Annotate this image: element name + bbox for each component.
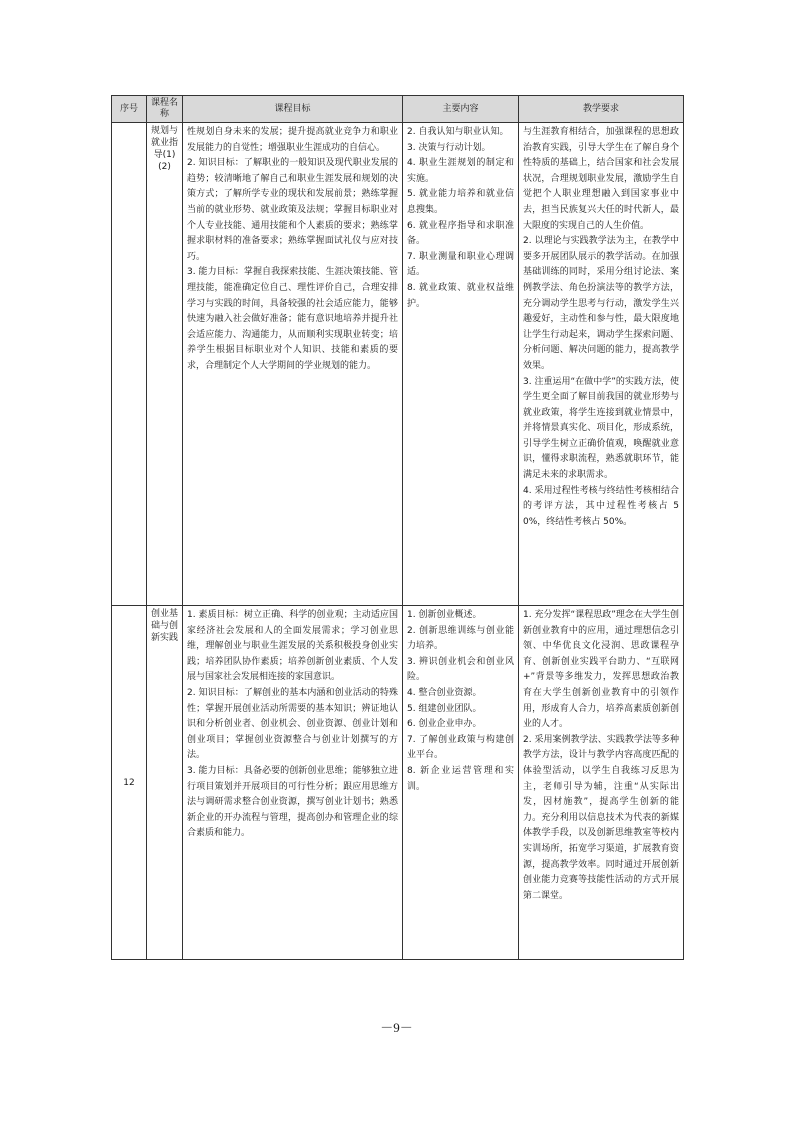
course-goals-cell <box>183 123 403 606</box>
content-item: 8. 就业政策、就业权益维护。 <box>407 282 514 309</box>
goal-paragraph: 2. 知识目标：了解创业的基本内涵和创业活动的特殊性；掌握开展创业活动所需要的基本知识；辨证地认识和分析创业者、创业机会、创业资源、创业计划和创业项目；掌握创业资源整合与创业计划撰写的方法。 <box>187 687 398 761</box>
course-name-cell <box>147 606 183 960</box>
content-item: 8. 新企业运营管理和实训。 <box>407 765 514 792</box>
course-goals-cell <box>183 606 403 960</box>
course-name-cell <box>147 123 183 606</box>
course-name: 规划与就业指导(1)(2) <box>150 126 178 172</box>
table-row <box>112 123 684 606</box>
main-content-cell <box>403 606 519 960</box>
main-content-cell <box>403 123 519 606</box>
course-name: 创业基础与创新实践 <box>150 609 178 643</box>
table-header-row <box>112 96 684 123</box>
requirement-paragraph: 3. 注重运用“在做中学”的实践方法，使学生更全面了解目前我国的就业形势与就业政策，将学生连接到就业情景中，并将情景真实化、项目化，形成系统，引导学生树立正确价值观，唤醒就业意识，懂得求职流程，熟悉就职环节，能满足未来的求职需求。 <box>523 376 679 481</box>
requirement-paragraph: 2. 采用案例教学法、实践教学法等多种教学方法，设计与教学内容高度匹配的体验型活动，以学生自我练习反思为主，老师引导为辅，注重“从实际出发，因材施教”，提高学生创新的能力。充分利用以信息技术为代表的新媒体教学手段，以及创新思维教室等校内实训场所，拓宽学习渠道，扩展教育资源，提高教学效率。同时通过开展创新创业能力竞赛等技能性活动的方式开展第二课堂。 <box>523 734 679 901</box>
header-main-content: 主要内容 <box>403 96 519 123</box>
requirement-paragraph: 与生涯教育相结合，加强课程的思想政治教育实践，引导大学生在了解自身个性特质的基础上，结合国家和社会发展状况，合理规划职业发展，激励学生自觉把个人职业理想融入到国家事业中去，担当民族复兴大任的时代新人，最大限度的实现自己的人生价值。 <box>523 127 679 231</box>
goal-paragraph: 3. 能力目标：掌握自我探索技能、生涯决策技能、管理技能，能准确定位自己、理性评价自己，合理安排学习与实践的时间，具备较强的社会适应能力，能够快速为融入社会做好准备；能有意识地培养并提升社会适应能力、沟通能力，从而顺利实现职业转变；培养学生根据目标职业对个人知识、技能和素质的要求，合理制定个人大学期间的学业规划的能力。 <box>187 267 398 371</box>
content-item: 1. 创新创业概述。 <box>407 610 482 620</box>
header-index: 序号 <box>112 96 147 123</box>
requirement-paragraph: 4. 采用过程性考核与终结性考核相结合的考评方法，其中过程性考核占 50%，终结性考核占 50%。 <box>523 485 679 527</box>
content-item: 6. 创业企业申办。 <box>407 719 482 730</box>
content-item: 5. 就业能力培养和就业信息搜集。 <box>407 189 514 215</box>
teaching-requirements-cell <box>519 123 684 606</box>
row-index <box>112 123 147 606</box>
content-item: 2. 自我认知与职业认知。 <box>407 127 509 137</box>
content-item: 7. 了解创业政策与构建创业平台。 <box>407 734 514 761</box>
teaching-requirements-cell <box>519 606 684 960</box>
header-teaching-requirements: 教学要求 <box>519 96 684 123</box>
goal-paragraph: 性规划自身未来的发展；提升提高就业竞争力和职业发展能力的自觉性；增强职业生涯成功的自信心。 <box>187 127 398 153</box>
content-item: 3. 决策与行动计划。 <box>407 142 491 153</box>
table-row <box>112 606 684 960</box>
content-item: 2. 创新思维训练与创业能力培养。 <box>407 625 514 652</box>
requirement-paragraph: 2. 以理论与实践教学法为主，在教学中要多开展团队展示的教学活动。在加强基础训练的同时，采用分组讨论法、案例教学法、角色扮演法等的教学方法，充分调动学生思考与行动，激发学生兴趣爱好，主动性和参与性，最大限度地让学生行动起来，调动学生探索问题、分析问题、解决问题的能力，提高教学效果。 <box>523 236 679 371</box>
curriculum-table <box>111 95 684 960</box>
content-item: 6. 就业程序指导和求职准备。 <box>407 220 514 247</box>
content-item: 4. 整合创业资源。 <box>407 687 482 698</box>
goal-paragraph: 1. 素质目标：树立正确、科学的创业观；主动适应国家经济社会发展和人的全面发展需求；学习创业思维，理解创业与职业生涯发展的关系积极投身创业实践；培养团队协作素质；培养创新创业素质、个人发展与国家社会发展相连接的家国意识。 <box>187 610 398 683</box>
requirement-paragraph: 1. 充分发挥“课程思政”理念在大学生创新创业教育中的应用，通过理想信念引领、中华优良文化浸润、思政课程孕育、创新创业实践平台助力、“互联网+”背景等多维发力，发挥思想政治教育在大学生创新创业教育中的引领作用，形成育人合力，培养高素质创新创业的人才。 <box>523 610 679 730</box>
goal-paragraph: 2. 知识目标：了解职业的一般知识及现代职业发展的趋势；较清晰地了解自己和职业生涯发展和规划的决策方式；了解所学专业的现状和发展前景；熟练掌握当前的就业形势、就业政策及法规；掌握目标职业对个人专业技能、通用技能和个人素质的要求；熟练掌握求职材料的准备要求；熟练掌握面试礼仪与应对技巧。 <box>187 158 398 262</box>
header-course-name: 课程名称 <box>147 96 183 123</box>
content-item: 3. 辨识创业机会和创业风险。 <box>407 656 514 683</box>
page-number: －9－ <box>380 1020 413 1035</box>
content-item: 7. 职业测量和职业心理调适。 <box>407 251 514 278</box>
row-index: 12 <box>112 606 147 960</box>
goal-paragraph: 3. 能力目标：具备必要的创新创业思维；能够独立进行项目策划并开展项目的可行性分析；跟应用思维方法与调研需求整合创业资源，撰写创业计划书；熟悉新企业的开办流程与管理，提高创办和管理企业的综合素质和能力。 <box>187 765 398 839</box>
header-course-goals: 课程目标 <box>183 96 403 123</box>
content-item: 4. 职业生涯规划的制定和实施。 <box>407 158 514 184</box>
content-item: 5. 组建创业团队。 <box>407 703 482 714</box>
